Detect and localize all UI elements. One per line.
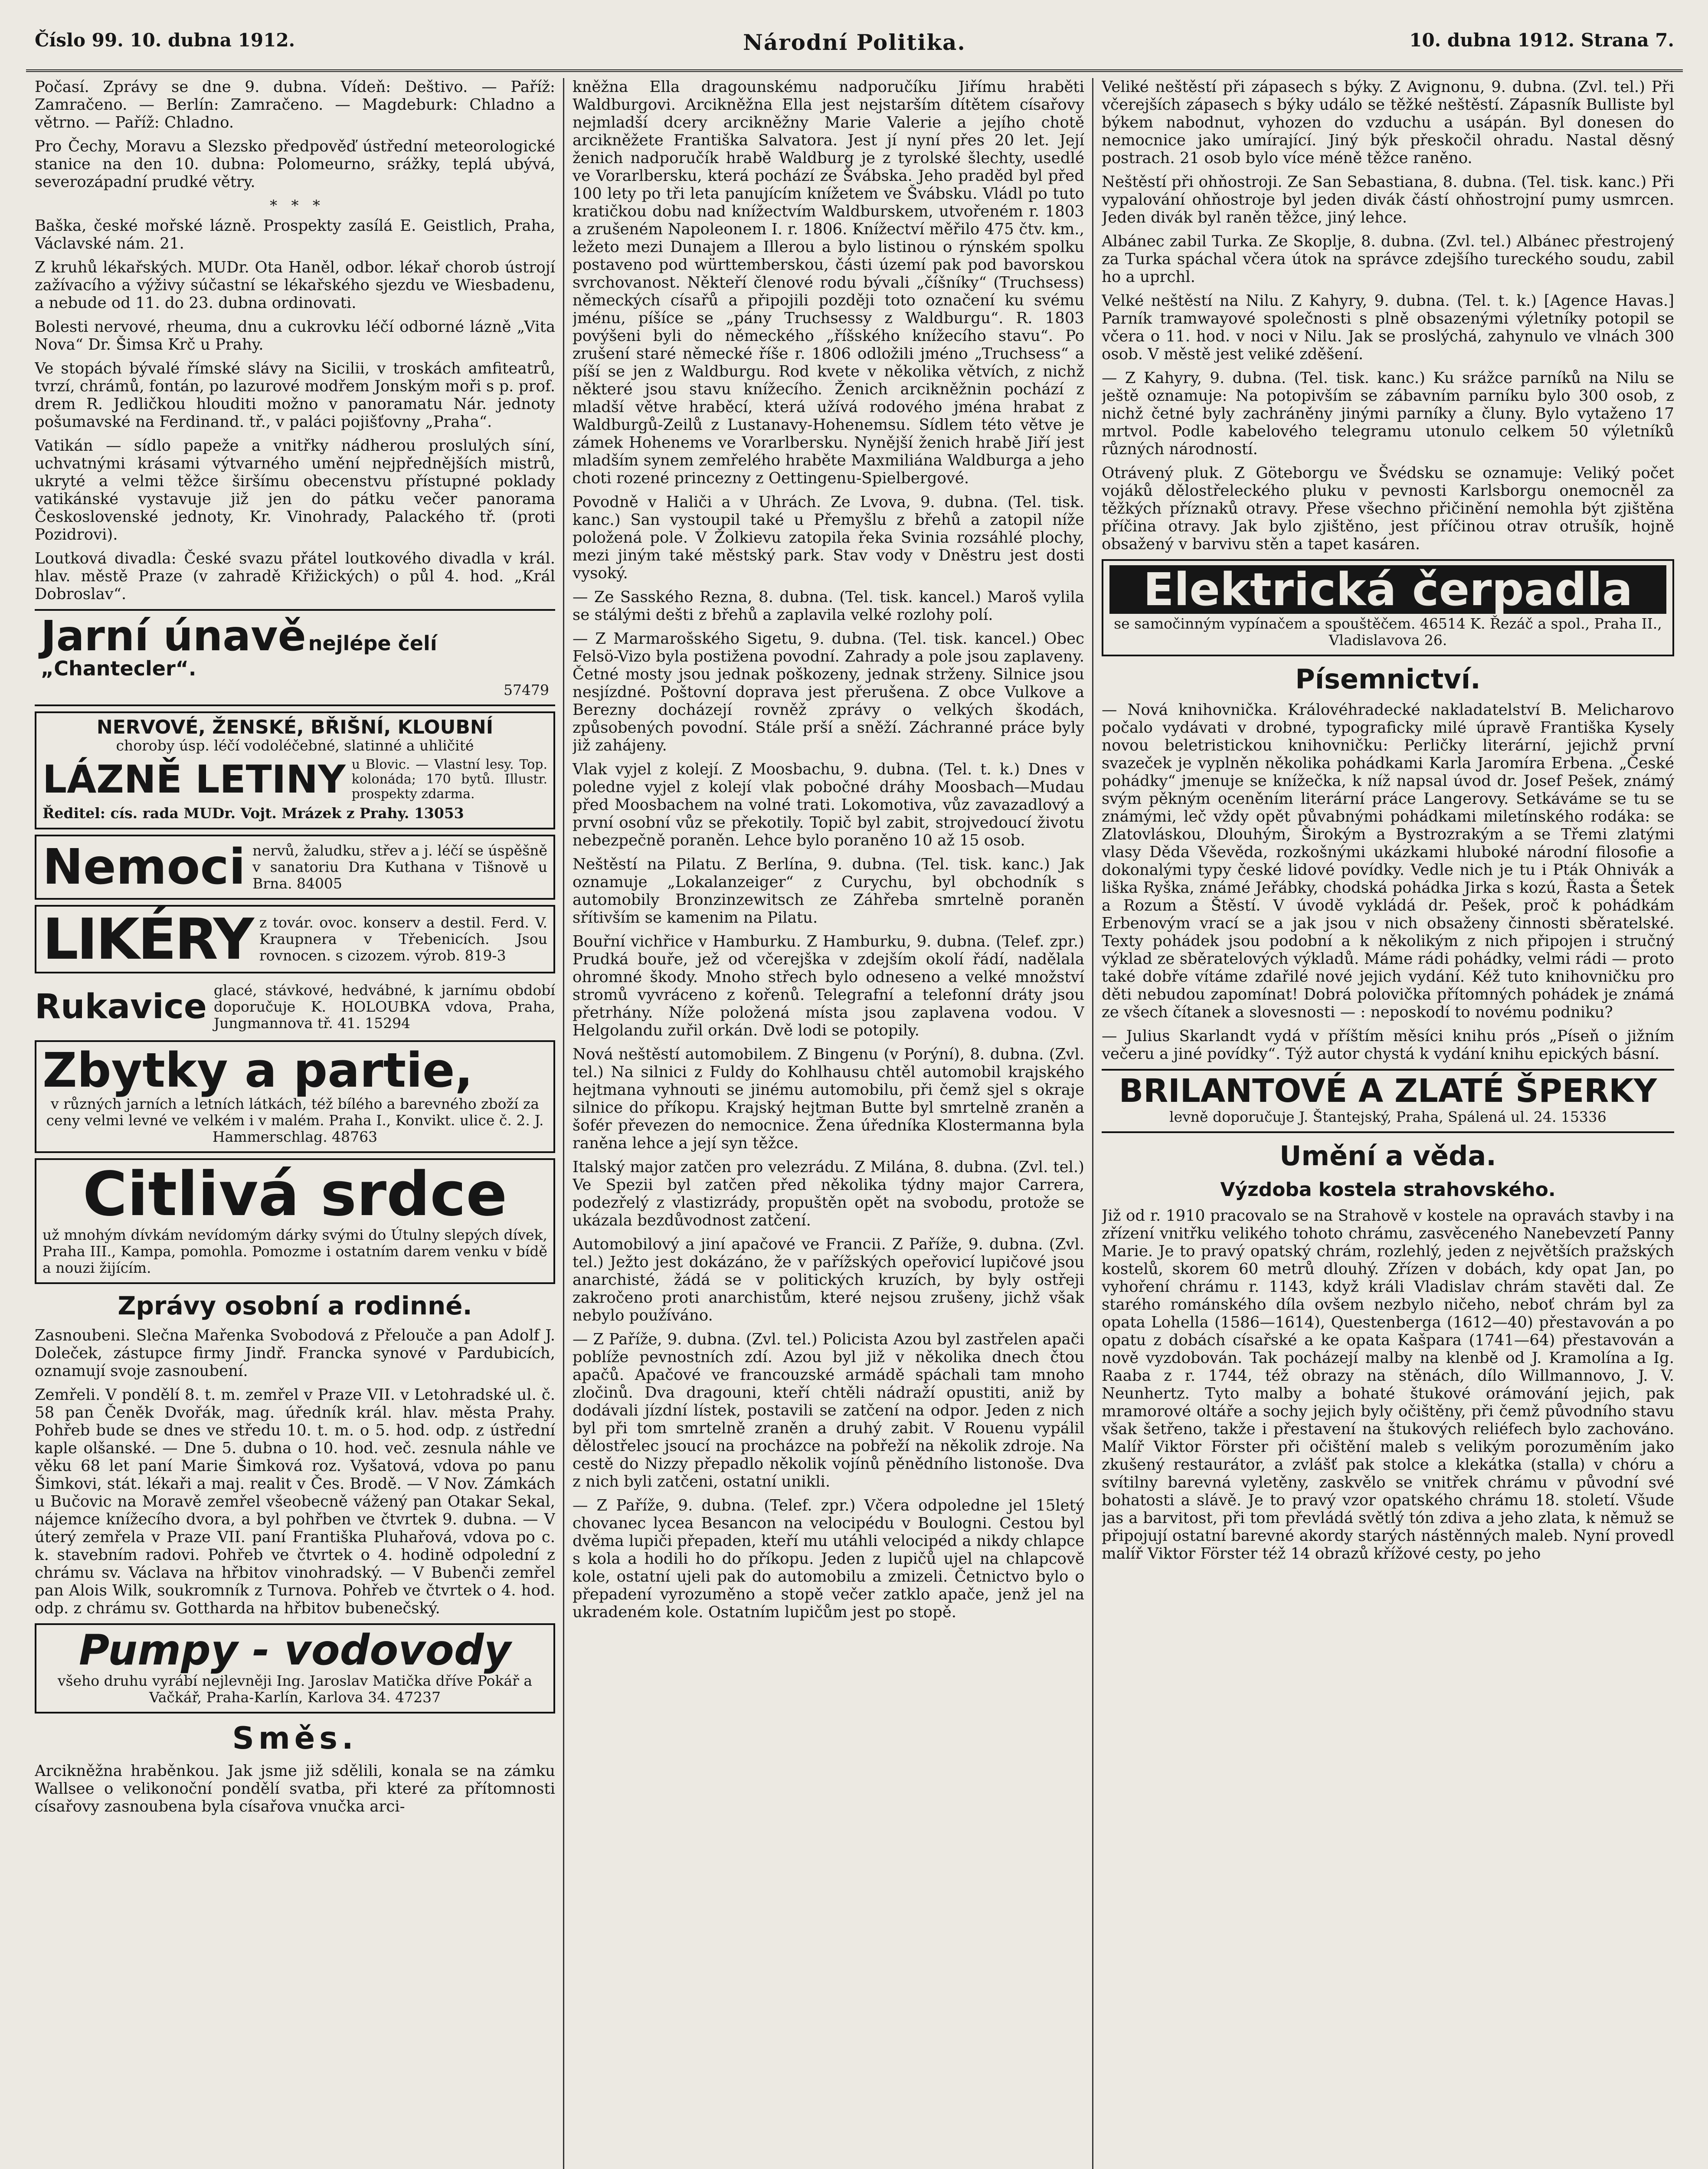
section-heading: Umění a věda. [1279, 1140, 1496, 1172]
section-heading: Zprávy osobní a rodinné. [118, 1291, 472, 1320]
news-item: Otrávený pluk. Z Göteborgu ve Švédsku se oznamuje: Veliký počet vojáků dělostřeleckého pluku v pevnosti Karlsborgu onemocněl za těžkých příznaků otravy. Přese všechno přičinění nemohla být zjištěna příčina otravy. Jak bylo zjištěno, jest příčinou otrav otrušík, hojně obsažený v barvivu stěn a tapet kasáren. [1102, 464, 1674, 553]
ad-headline: Elektrická čerpadla [1109, 565, 1666, 614]
ad-text: choroby úsp. léčí vodoléčebné, slatinné a uhličité [116, 737, 474, 754]
news-item: Již od r. 1910 pracovalo se na Strahově v kostele na opravách stavby i na zřízení vnitřku velikého tohoto chrámu, zasvěceného Nanebevzetí Panny Marie. Je to pravý opatský chrám, rozlehlý, jeden z největších pražských kostelů, skorem 60 metrů dlouhý. Zřízen v dobách, kdy opat Jan, po vyhoření chrámu r. 1143, když králi Vladislav chrám stavěti dal. Ze starého románského díla ovšem nezbylo ničeho, neboť chrám byl za opata Lohella (1586—1614), Questenberga (1612—40) přestavován a po opatu z dobách císařské a ke opata Kašpara (1741—64) přestavován a nově vyzdobován. Tak pocházejí malby na klenbě od J. Kramolína a Ig. Raaba z r. 1744, též obrazy na stěnách, dílo Willmannovo, J. V. Neunhertz. Tyto malby a bohaté štukové orámování jejich, pak mramorové oltáře a sochy jejich byly očištěny, při čemž původního stavu však šetřeno, takže i přestavení na štukových reliéfech bylo zachováno. Malíř Viktor Förster při očištění maleb s velikým porozuměním jako zkušený restaurátor, a zvlášť pak stolce a klekátka (stalla) v chóru a svítilny barevná vyletěny, zaskvělo se vnitřek chrámu v původní své bohatosti a slávě. Je to pravý vzor opatského chrámu 18. století. Všude jas a barvitost, při tom převládá světlý tón zdiva a jeho zlata, k němuž se připojují ostatní barevné akordy starých nástěnných maleb. Nyní provedl malíř Viktor Förster též 14 obrazů křížové cesty, po jeho [1102, 1207, 1674, 1563]
ad-citliva-srdce [35, 1158, 555, 1284]
news-item: — Z Marmarošského Sigetu, 9. dubna. (Tel. tisk. kancel.) Obec Felsö-Vizo byla postižena povodní. Zahrady a pole jsou zaplaveny. Četné mosty jsou jednak poškozeny, jednak strženy. Silnice jsou nesjízdné. Poštovní doprava jest přerušena. Z obce Vulkove a Berezny docházejí rovněž zprávy o velkých škodách, způsobených povodní. Stále prší a sněží. Záchranné práce byly již zahájeny. [573, 630, 1084, 754]
column-rule [1092, 78, 1093, 2169]
news-item: Arcikněžna hraběnkou. Jak jsme již sdělili, konala se na zámku Wallsee o velikonoční pondělí svatba, při které za přítomnosti císařovy zasnoubena byla císařova vnučka arci- [35, 1762, 555, 1815]
news-item: Baška, české mořské lázně. Prospekty zasílá E. Geistlich, Praha, Václavské nám. 21. [35, 217, 555, 252]
ad-top: NERVOVÉ, ŽENSKÉ, BŘIŠNÍ, KLOUBNÍ [96, 716, 494, 738]
ad-headline: LÁZNĚ LETINY [43, 757, 346, 802]
column-rule [563, 78, 564, 2169]
news-item: — Julius Skarlandt vydá v příštím měsíci knihu prós „Píseň o jižním večeru a jiné povídky“. Týž autor chystá k vydání knihu epických básní. [1102, 1027, 1674, 1063]
ad-rukavice [35, 979, 555, 1035]
issue-number: Číslo 99. 10. dubna 1912. [35, 29, 295, 51]
separator: * * * [270, 197, 320, 214]
ad-likery [35, 905, 555, 973]
ad-nemoci [35, 835, 555, 900]
article-title: Výzdoba kostela strahovského. [1220, 1179, 1556, 1201]
ad-headline: Citlivá srdce [82, 1159, 507, 1230]
news-item: Zemřeli. V pondělí 8. t. m. zemřel v Praze VII. v Letohradské ul. č. 58 pan Čeněk Dvořák, mag. úředník král. hlav. města Prahy. Pohřeb bude se dnes ve středu 10. t. m. o 5. hod. odp. z ústřední kaple olšanské. — Dne 5. dubna o 10. hod. več. zesnula náhle ve věku 68 let paní Marie Šimková roz. Vyšatová, vdova po panu Šimkovi, stát. lékaři a maj. realit v Čes. Brodě. — V Nov. Zámkách u Bučovic na Moravě zemřel všeobecně vážený pan Otakar Sekal, nájemce knížecího dvora, a byl pohřben ve čtvrtek 9. dubna. — V úterý zemřela v Praze VII. paní Františka Pluhařová, vdova po c. k. stavebním radovi. Pohřeb ve čtvrtek o 4. hodině odpolední z chrámu sv. Václava na hřbitov vinohradský. — V Bubenči zemřel pan Alois Wilk, soukromník z Turnova. Pohřeb ve čtvrtek o 4. hod. odp. z chrámu sv. Gottharda na hřbitov bubenečský. [35, 1386, 555, 1617]
news-item: Zasnoubeni. Slečna Mařenka Svobodová z Přelouče a pan Adolf J. Doleček, zástupce firmy Jindř. Francka synové v Pardubicích, oznamují svoje zasnoubení. [35, 1327, 555, 1380]
ad-number: 57479 [504, 681, 549, 698]
section-heading: Směs. [232, 1720, 358, 1756]
ad-text: se samočinným vypínačem a spouštěčem. 46514 K. Řezáč a spol., Praha II., Vladislavova 26. [1114, 615, 1662, 649]
ad-headline: Jarní únavě [41, 612, 306, 660]
news-item: — Ze Sasského Rezna, 8. dubna. (Tel. tisk. kancel.) Maroš vylila se stálými dešti z břehů a zaplavila velké rozlohy polí. [573, 588, 1084, 624]
news-item: Ve stopách bývalé římské slávy na Sicilii, v troskách amfiteatrů, tvrzí, chrámů, fontán, po lazurové modřem Jonským moři s p. prof. drem R. Jedličkou hlouditi možno v panoramatu Nár. jednoty pošumavské na Ferdinand. tř., v paláci pojišťovny „Praha“. [35, 360, 555, 431]
news-item: Velké neštěstí na Nilu. Z Kahyry, 9. dubna. (Tel. t. k.) [Agence Havas.] Parník tramwayové společnosti s plně obsazenými výletníky potopil se včera o 11. hod. v noci v Nilu. Jak se proslýchá, zahynulo ve vlnách 300 osob. V městě jest veliké zděšení. [1102, 292, 1674, 363]
date-page: 10. dubna 1912. Strana 7. [1409, 29, 1674, 51]
news-item: Z kruhů lékařských. MUDr. Ota Haněl, odbor. lékař chorob ústrojí zažívacího a výživy súčastní se lékařského sjezdu ve Wiesbadenu, a nebude od 11. do 23. dubna ordinovati. [35, 259, 555, 312]
ad-jarni-unave [35, 609, 555, 706]
column-2 [573, 78, 1084, 2169]
ad-director: Ředitel: cís. rada MUDr. Vojt. Mrázek z Prahy. 13053 [43, 805, 464, 822]
ad-pumpy [35, 1623, 555, 1714]
news-item: Albánec zabil Turka. Ze Skoplje, 8. dubna. (Zvl. tel.) Albánec přestrojený za Turka spáchal včera útok na správce zdejšího tureckého soudu, zabil ho a uprchl. [1102, 233, 1674, 286]
news-item: Neštěstí na Pilatu. Z Berlína, 9. dubna. (Tel. tisk. kanc.) Jak oznamuje „Lokalanzeiger“ z Curychu, byl obchodník s automobily Bronzinzewitsch ze Záhřeba smrtelně poraněn sřítivším se kamenim na Pilatu. [573, 855, 1084, 927]
ad-text: z továr. ovoc. konserv a destil. Ferd. V. Kraupnera v Třebenicích. Jsou rovnocen. s cizozem. výrob. 819-3 [259, 914, 547, 964]
news-item: Neštěstí při ohňostroji. Ze San Sebastiana, 8. dubna. (Tel. tisk. kanc.) Při vypalování ohňostroje byl jeden divák částí ohňostrojní pumy usmrcen. Jeden divák byl raněn těžce, jiný lehce. [1102, 173, 1674, 226]
news-item: Nová neštěstí automobilem. Z Bingenu (v Porýní), 8. dubna. (Zvl. tel.) Na silnici z Fuldy do Kohlhausu chtěl automobil krajského hejtmana vyhnouti se jinému automobilu, při čemž sjel s okraje silnice do příkopu. Krajský hejtman Butte byl smrtelně zraněn a šofér převezen do nemocnice. Žena úředníka Klostermanna byla raněna lehce a její syn těžce. [573, 1045, 1084, 1152]
ad-text: glacé, stávkové, hedvábné, k jarnímu období doporučuje K. HOLOUBKA vdova, Praha, Jungmannova tř. 41. 15294 [213, 982, 555, 1032]
column-3 [1102, 78, 1674, 2169]
ad-headline: Nemoci [43, 839, 246, 895]
news-item: Vatikán — sídlo papeže a vnitřky nádherou proslulých síní, uchvatnými krásami výtvarného umění nejpřednějších mistrů, ukryté a velmi těžce širšímu obecenstvu přístupné poklady vatikánské vystavuje již jen do pátku večer panorama Československé jednoty, Kr. Vinohrady, Palackého tř. (proti Pozidrovi). [35, 437, 555, 544]
ad-text: levně doporučuje J. Štantejský, Praha, Spálená ul. 24. 15336 [1169, 1108, 1607, 1125]
news-item: Bouřní vichřice v Hamburku. Z Hamburku, 9. dubna. (Telef. zpr.) Prudká bouře, jež od včerejška v zdejším okolí řádí, nadělala ohromné škody. Mnoho střech bylo odneseno a velké množství stromů vyvráceno z kořenů. Telegrafní a telefonní dráty jsou přetrhány. Níže položená místa jsou zaplavena vodou. V Helgolandu zuřil orkán. Dvě lodi se potopily. [573, 933, 1084, 1039]
ad-text: v různých jarních a letních látkách, též bílého a barevného zboží za ceny velmi levné ve velkém i v malém. Praha I., Konvikt. ulice č. 2. J. Hammerschlag. 48763 [46, 1095, 544, 1145]
news-item: — Nová knihovnička. Královéhradecké nakladatelství B. Melicharovo počalo vydávati v drobné, typograficky milé úpravě Františka Kysely novou beletristickou knihovničku: Perličky literární, jejichž první svazeček je vyplněn několika pohádkami Karla Jaromíra Erbena. „České pohádky“ jmenuje se knížečka, k níž napsal úvod dr. Josef Pešek, známý svým pěkným oceněním literární práce Langerovy. Setkáváme se tu se známými, leč vždy opět půvabnými pohádkami miletínského rodáka: se Zlatovláskou, Dlouhým, Širokým a Bystrozrakým a se Třemi zlatými vlasy Děda Vševěda, rozkošnými ukázkami hluboké národní filosofie a dokonalými typy české lidové povídky. Vedle nich je tu i Pták Ohnivák a liška Ryška, známé Jeřábky, chodská pohádka Jirka s kozú, Řasta a Šetek a Rozum a Štěstí. V úvodě vykládá dr. Pešek, proč k pohádkám Erbenovým vrací se a jak jsou v nich obsaženy činnosti sběratelské. Texty pohádek jsou podobní a k několikým z nich připojen i stručný výklad ze sběratelových výkladů. Máme rádi pohádky, velmi rádi — proto také dobře vítáme zdařilé nové jejich vydání. Kéž tuto knihovničku pro děti nebudou zapomínat! Dobrá polovička přítomných pohádek je známá ze všech čítanek a slovesnosti — : neposkodí to novému podniku? [1102, 701, 1674, 1021]
news-item: Italský major zatčen pro velezrádu. Z Milána, 8. dubna. (Zvl. tel.) Ve Spezii byl zatčen před několika týdny major Carrera, podezřelý z vlastizrády, propuštěn opět na svobodu, protože se ukázala bezdůvodnost zatčení. [573, 1158, 1084, 1229]
masthead-title: Národní Politika. [743, 29, 966, 55]
ad-zbytky [35, 1040, 555, 1153]
news-item: — Z Paříže, 9. dubna. (Zvl. tel.) Policista Azou byl zastřelen apači poblíže pevnostních zdí. Azou byl již v několika dnech čtou apačů. Apačové ve francouzské armádě spáchali tam mnoho zločinů. Dva dragouni, kteří chtěli nádraží opustiti, aniž by dodávali jízdní lístek, postavili se zatčení na odpor. Jeden z nich byl při tom smrtelně zraněn a druhý zabit. V Rouenu vypálil dělostřelec jsoucí na procházce na pobřeží na několik zdroje. Na cestě do Nizzy přepadlo několik vojínů pěnědního listonoše. Dva z nich byli zatčeni, ostatní unikli. [573, 1330, 1084, 1491]
ad-elektricka-cerpadla [1102, 559, 1674, 656]
news-item: Loutková divadla: České svazu přátel loutkového divadla v král. hlav. městě Praze (v zahradě Křižických) o půl 4. hod. „Král Dobroslav“. [35, 550, 555, 603]
news-item: Bolesti nervové, rheuma, dnu a cukrovku léčí odborné lázně „Vita Nova“ Dr. Šimsa Krč u Prahy. [35, 318, 555, 354]
ad-side: u Blovic. — Vlastní lesy. Top. kolonáda; 170 bytů. Illustr. prospekty zdarma. [351, 757, 547, 802]
column-1 [35, 78, 555, 2169]
ad-subline: nejlépe čelí „Chantecler“. [41, 632, 437, 680]
ad-headline: Rukavice [35, 987, 207, 1026]
news-item: Veliké neštěstí při zápasech s býky. Z Avignonu, 9. dubna. (Zvl. tel.) Při včerejších zápasech s býky událo se těžké neštěstí. Zápasník Bulliste byl býkem nabodnut, vyhozen do vzduchu a usápán. Byl donesen do nemocnice jako umírající. Jiný býk přeskočil ohradu. Nastal děsný postrach. 21 osob bylo více méně těžce raněno. [1102, 78, 1674, 167]
ad-headline: Zbytky a partie, [43, 1042, 473, 1098]
ad-text: už mnohým dívkám nevídomým dárky svými do Útulny slepých dívek, Praha III., Kampa, pomohla. Pomozme i ostatním darem venku v bídě a nouzi žijícím. [43, 1226, 547, 1276]
ad-headline: BRILANTOVÉ A ZLATÉ ŠPERKY [1119, 1072, 1657, 1110]
forecast: Pro Čechy, Moravu a Slezsko předpověď ústřední meteorologické stanice na den 10. dubna: Polomeurno, srážky, teplá ubývá, severozápadní prudké větry. [35, 138, 555, 191]
ad-brilant [1102, 1069, 1674, 1133]
ad-text: všeho druhu vyrábí nejlevněji Ing. Jaroslav Matička dříve Pokář a Vačkář, Praha-Karlín, Karlova 34. 47237 [57, 1672, 533, 1706]
ad-text: nervů, žaludku, střev a j. léčí se úspěšně v sanatoriu Dra Kuthana v Tišnově u Brna. 84005 [252, 842, 547, 892]
news-item: Automobilový a jiní apačové ve Francii. Z Paříže, 9. dubna. (Zvl. tel.) Ježto jest dokázáno, že v pařížských opeřovicí lupičové jsou anarchisté, žádá se v politických kruzích, by byly ostřeji zakročeno proti anarchistům, které nejsou zrušeny, jichž však nebylo používáno. [573, 1235, 1084, 1324]
page-header [26, 17, 1683, 72]
newspaper-page [26, 17, 1683, 2169]
news-item: — Z Kahyry, 9. dubna. (Tel. tisk. kanc.) Ku srážce parníků na Nilu se ještě oznamuje: Na potopivším se zábavním parníku bylo 300 osob, z nichž četné byly zachráněny jinými parníky a čluny. Bylo vytaženo 17 mrtvol. Podle kabelového telegramu utonulo celkem 50 výletníků různých národností. [1102, 369, 1674, 458]
ad-lazne-letiny [35, 711, 555, 829]
news-item: kněžna Ella dragounskému nadporučíku Jiřímu hraběti Waldburgovi. Arcikněžna Ella jest nejstarším dítětem císařovy nejmladší dcery arcikněžny Marie Valerie a jejího chotě arcikněžete Františka Salvatora. Jest jí nyní přes 20 let. Její ženich nadporučík hrabě Waldburg je z tyrolské šlechty, usedlé ve Vorarlbersku, která pochází ze Švábska. Jeho praděd byl před 100 lety po tři leta panujícím knížetem ve Švábsku. Vládl po tuto kratičkou dobu nad knížectvím Waldburskem, utvořeném r. 1803 a zrušeném Napoleonem I. r. 1806. Knížectví měřilo 475 čtv. km., ležeto mezi Dunajem a Illerou a bylo listinou o rýnském spolku postaveno pod württemberskou, části území pak pod bavorskou svrchovanost. Někteří členové rodu bývali „číšníky“ (Truchsess) německých císařů a připojili později toto označení ku svému jménu, píšíce se „pány Truchsessy z Waldburgu“. R. 1803 povýšeni byli do německého „říšského knížecího stavu“. Po zrušení staré německé říše r. 1806 odložili jméno „Truchsess“ a píší se jen z Waldburgu. Rod kvete v několika větvích, z nichž některé jsou stavu knížecího. Ženich arcikněžnin pochází z mladší větve hraběcí, která užívá rodového jména hrabat z Waldburgů-Zeilů z Lustanavy-Hohenemsu. Sídlem této větve je zámek Hohenems ve Vorarlbersku. Nynější ženich hrabě Jiří jest mladším synem zemřelého hraběte Maxmiliána Waldburga a jeho choti rozené princezny z Oettingenu-Spielbergové. [573, 78, 1084, 487]
section-heading: Písemnictví. [1295, 663, 1481, 695]
news-item: Povodně v Haliči a v Uhrách. Ze Lvova, 9. dubna. (Tel. tisk. kanc.) San vystoupil také u Přemyšlu z břehů a zatopil níže položená pole. V Žolkievu zatopila řeka Svinia rozsáhlé plochy, mezi jiným také městský park. Stav vody v Dněstru jest dosti vysoký. [573, 493, 1084, 582]
news-item: Vlak vyjel z kolejí. Z Moosbachu, 9. dubna. (Tel. t. k.) Dnes v poledne vyjel z kolejí vlak pobočné dráhy Moosbach—Mudau před Moosbachem na volné trati. Lokomotiva, vůz zavazadlový a první osobní vůz se překotily. Topič byl zabit, strojvedoucí životu nebezpečně poraněn. Lehce bylo poraněno 10 až 15 osob. [573, 760, 1084, 849]
ad-headline: Pumpy - vodovody [79, 1626, 511, 1674]
ad-headline: LIKÉRY [43, 906, 252, 972]
news-item: — Z Paříže, 9. dubna. (Telef. zpr.) Včera odpoledne jel 15letý chovanec lycea Besancon na velocipédu v Boulogni. Cestou byl dvěma lupiči přepaden, kteří mu utáhli velocipéd a nikdy chlapce s kola a hodili ho do příkopu. Jeden z lupičů ujel na chlapcově kole, ostatní ujeli pak do automobilu a zmizeli. Četnictvo bylo o přepadení vyrozuměno a stopě večer zatklo apače, jenž jel na ukradeném kole. Ostatním lupičům jest po stopě. [573, 1497, 1084, 1621]
weather-report: Počasí. Zprávy se dne 9. dubna. Vídeň: Deštivo. — Paříž: Zamračeno. — Berlín: Zamračeno. — Magdeburk: Chladno a větrno. — Paříž: Chladno. [35, 78, 555, 131]
